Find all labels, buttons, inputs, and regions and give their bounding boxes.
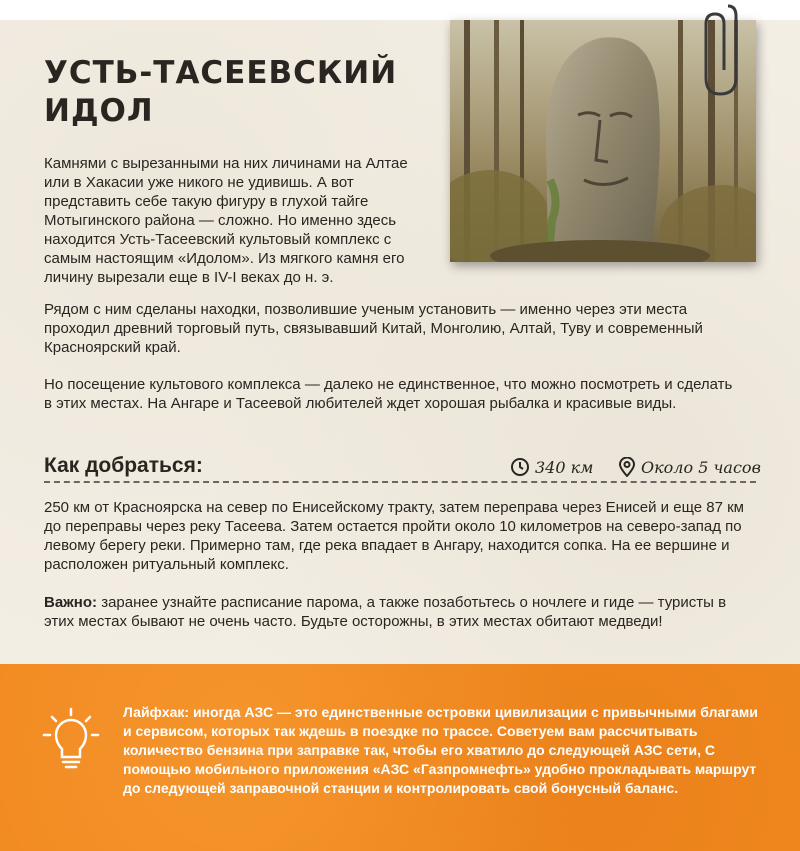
important-text: заранее узнайте расписание парома, а также позаботьтесь о ночлеге и гиде — туристы в этих местах бывают не очень часто. Будьте осторожны, в этих местах обитают медведи! xyxy=(44,594,727,630)
time-text: Около 5 часов xyxy=(641,457,761,477)
page-title: УСТЬ-ТАСЕЕВСКИЙ ИДОЛ xyxy=(44,55,398,129)
time-info xyxy=(618,455,761,479)
history-paragraph: Рядом с ним сделаны находки, позволившие ученым установить — именно через эти места проходил древний торговый путь, связывавший Китай, Монголию, Алтай, Туву и современный Красноярский край. xyxy=(44,301,703,356)
clock-icon xyxy=(510,457,530,477)
top-band xyxy=(0,0,800,20)
how-to-get-heading: Как добраться: xyxy=(44,454,203,477)
important-note xyxy=(44,593,756,631)
distance-info xyxy=(510,455,593,479)
directions-paragraph: 250 км от Красноярска на север по Енисейскому тракту, затем переправа через Енисей и еще 87 км до переправы через реку Тасеева. Затем остается пройти около 10 километров на северо-запад по левому берегу реки. Примерно там, где река впадает в Ангару, находится сопка. На ее вершине и расположен ритуальный комплекс. xyxy=(44,499,744,573)
activities-paragraph: Но посещение культового комплекса — далеко не единственное, что можно посмотреть и сделать в этих местах. На Ангаре и Тасеевой любителей ждет хорошая рыбалка и красивые виды. xyxy=(44,376,733,412)
lightbulb-icon xyxy=(40,705,102,771)
distance-text: 340 км xyxy=(535,457,594,477)
lifehack-text: Лайфхак: иногда АЗС — это единственные островки цивилизации с привычными благами и сервисом, которых так ждешь в поездке по трассе. Советуем вам рассчитывать количество бензина при заправке так, чтобы его хватило до следующей АЗС сети, С помощью мобильного приложения «АЗС «Газпромнефть» удобно прокладывать маршрут до следующей заправочной станции и контролировать свой бонусный баланс. xyxy=(123,704,758,796)
important-label: Важно: xyxy=(44,594,98,611)
dashed-divider xyxy=(44,481,756,483)
location-pin-icon xyxy=(618,457,636,477)
intro-paragraph: Камнями с вырезанными на них личинами на Алтае или в Хакасии уже никого не удивишь. А вот представить себе такую фигуру в глухой тайге Мотыгинского района — сложно. Но именно здесь находится Усть-Тасеевский культовый комплекс с самым настоящим «Идолом». Из мягкого камня его личину вырезали еще в IV-I веках до н. э. xyxy=(44,155,408,286)
paperclip-icon xyxy=(700,0,740,100)
